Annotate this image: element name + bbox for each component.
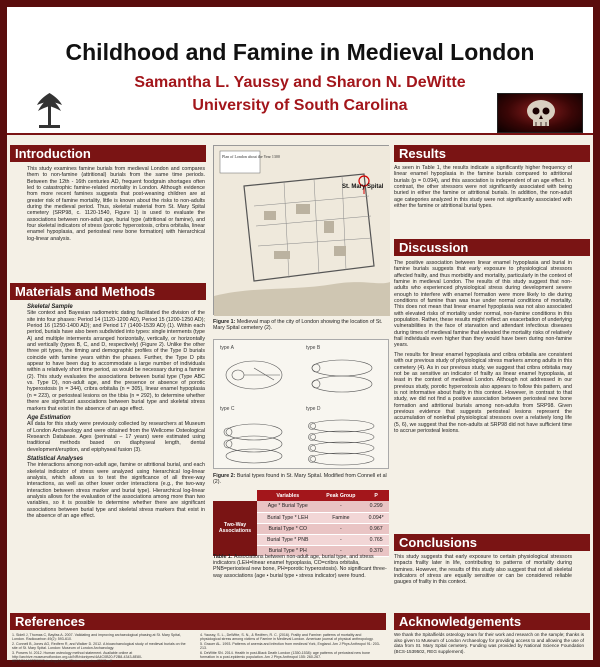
skeletal-sample-heading: Skeletal Sample xyxy=(27,304,73,310)
introduction-text xyxy=(27,166,205,278)
discussion-paragraph-1: The positive association between linear enamel hypoplasia and burial in famine burials suggests that early exposure to physiological stressors affected frailty, and thus morbidity and mortality, particularly in the context of famine in medieval London. The results of this study suggest that non-adults who experienced physiological stress during development severe enough to interfere with enamel formation were more likely to die during conditions of famine than was true under normal conditions of mortality. This does not mean that linear enamel hypoplasia was not also associated with elevated risks of mortality under normal, non-famine conditions in this population. Rather, these results might reflect an exacerbation of underlying vulnerabilities in the face of starvation and attendant infectious diseases during times of medieval famine that elevated the mortality risks of relatively frail individuals even higher than they would have been during non-famine years. xyxy=(394,260,572,349)
table-cell-variables: Burial Type * PH xyxy=(257,545,318,556)
reference-item: 6. DeWitte SN. 2014. Health in post-Black Death London (1350-1538): age patterns of periosteal new bone formation in a post-epidemic population. Am J Phys Anthropol 155: 260-267. xyxy=(200,650,371,660)
university-seal-icon xyxy=(21,89,79,131)
poster-header xyxy=(7,7,593,135)
results-table xyxy=(213,490,389,557)
discussion-text xyxy=(394,260,572,528)
table-cell-peak: Famine xyxy=(318,512,363,523)
reference-item: 1. Sidell J, Thomas C, Bayliss A. 2007. Validating and improving archaeological phasing at St. Mary Spital, London. Radiocarbon 49(2): 593-610. xyxy=(12,633,181,642)
reference-item: 5. Grauer AL. 1993. Patterns of anemia and infection from medieval York, England. Am J Phys Anthropol 91: 203-213. xyxy=(200,641,380,651)
table-corner xyxy=(213,490,257,501)
table-cell-peak: - xyxy=(318,545,363,556)
poster-university: University of South Carolina xyxy=(192,97,408,114)
reference-item: 3. Powers N. 2012. Human osteology method statement. Available online at http://archive.museumoflondon.org.uk/NR/rdonlyres/4A4C0B20-F2B8-4343-8E80-8EF0C6A68FF8/0/OsteologyMethodStatementrevised2012.pdf xyxy=(12,650,143,664)
acknowledgements-text xyxy=(394,632,584,659)
statistical-analyses-text: The interactions among non-adult age, famine or attritional burial, and each skeletal indicator of stress were analyzed using hierarchical log-linear analysis, which allows us to test the significance of all three-way interactions, as well as other lower order interactions (e.g., the two-way interaction between stress marker and burial type). Hierarchical log-linear analysis allows for the evaluation of the associations among more than two variables, so it is possible to determine whether there are significant associations between burial type and skeletal stress markers that exist in the absence of an age effect. xyxy=(27,462,205,519)
poster-title: Childhood and Famine in Medieval London xyxy=(65,39,535,65)
age-estimation-heading: Age Estimation xyxy=(27,414,71,421)
map-title: Plan of London about the Year 1300 xyxy=(222,154,280,159)
acknowledgements-heading: Acknowledgements xyxy=(394,613,590,630)
figure2-caption xyxy=(213,473,389,485)
figure1-caption xyxy=(213,319,389,331)
acknowledgements-paragraph: We thank the Spitalfields osteology team for their work and research on the sample; thanks is also given to Museum of London Archaeology for providing access to and allowing the use of data from St. Mary Spital cemetery. Funding was provided by National Science Foundation (BCS-1539502, REG supplement). xyxy=(394,632,584,654)
introduction-heading: Introduction xyxy=(10,145,206,162)
table-cell-variables: Age * Burial Type xyxy=(257,501,318,512)
table-header-p: P xyxy=(363,490,389,501)
figure1-map xyxy=(213,145,389,315)
figure1-label: Figure 1: xyxy=(213,319,236,325)
reference-item: 2. Connell B, Jones AG, Redfern R, and Walker D. 2012. A bioarchaeological study of medieval burials on the site of St. Mary Spital. London: Museum of London Archaeology. xyxy=(12,641,186,651)
references-list xyxy=(10,633,384,664)
results-paragraph: As seen in Table 1, the results indicate a significantly higher frequency of linear enamel hypoplasia in the famine burials compared to attritional burials (p = 0.094), and this association is independent of an age effect. In contrast, the other stressors were not significantly associated with being buried in either the famine or attritional burials. In addition, the non-adult age categories analyzed in this study were not significantly associated with either the famine or attritional burial types. xyxy=(394,165,572,210)
table-cell-peak: - xyxy=(318,534,363,545)
table-header-row xyxy=(213,490,389,501)
conclusions-heading: Conclusions xyxy=(394,534,590,551)
age-estimation-text: All data for this study were previously collected by researchers at Museum of London Archaeology and were obtained from the Wellcome Osteological Research Database. Ages (perinatal – 17 years) were estimated using traditional methods based on diaphyseal length, dental development/eruption, and epiphyseal fusion (3). xyxy=(27,421,205,453)
skull-icon xyxy=(497,93,583,133)
table1-label: Table 1: xyxy=(213,554,233,560)
results-text xyxy=(394,165,572,235)
figure2-caption-text: Burial types found in St. Mary Spital. Modified from Connell et al (2). xyxy=(213,473,387,486)
table-header-variables: Variables xyxy=(257,490,318,501)
map-site-label: St. Mary Spital xyxy=(342,184,384,190)
table-cell-variables: Burial Type * PNB xyxy=(257,534,318,545)
burial-type-b-label: type B xyxy=(306,345,321,351)
conclusions-text xyxy=(394,554,572,606)
poster xyxy=(7,7,593,664)
table-row xyxy=(213,501,389,512)
table1-caption xyxy=(213,554,389,604)
table-cell-peak: - xyxy=(318,501,363,512)
conclusions-paragraph: This study suggests that early exposure to certain physiological stressors impacts frailty later in life, contributing to patterns of mortality during famines. However, the results of this study also suggest that not all skeletal indicators of stress are equally sensitive or can be considered reliable gauges of frailty in this context. xyxy=(394,554,572,586)
table-cell-variables: Burial Type * CO xyxy=(257,523,318,534)
table-cell-p: 0.370 xyxy=(363,545,389,556)
references-column-2 xyxy=(200,633,380,660)
discussion-heading: Discussion xyxy=(394,239,590,256)
table-cell-variables: Burial Type * LEH xyxy=(257,512,318,523)
references-column-1 xyxy=(12,633,192,664)
table-cell-p: 0.967 xyxy=(363,523,389,534)
methods-heading: Materials and Methods xyxy=(10,283,206,300)
burial-type-c-label: type C xyxy=(220,406,235,412)
table-cell-peak: - xyxy=(318,523,363,534)
methods-text xyxy=(27,303,205,623)
table-cell-p: 0.299 xyxy=(363,501,389,512)
burial-type-d-label: type D xyxy=(306,406,321,412)
poster-authors: Samantha L. Yaussy and Sharon N. DeWitte xyxy=(134,74,466,91)
references-heading: References xyxy=(10,613,386,630)
table-header-peak-group: Peak Group xyxy=(318,490,363,501)
burial-type-a-label: type A xyxy=(220,345,234,351)
figure1-caption-text: Medieval map of the city of London showing the location of St. Mary Spital cemetery (2). xyxy=(213,319,383,332)
table-cell-p: 0.094* xyxy=(363,512,389,523)
introduction-paragraph: This study examines famine burials from medieval London and compares them to non-famine (attritional) burials from the same time periods. Between the 12th - 16th centuries AD, frequent foodgrain shortages often led to catastrophic famine-related mortality in London. Although evidence from more recent famines suggests that post-weaning children are at greater risk of famine mortality, little is known about the risks to non-adults during the medieval period. Thus, skeletal material from St. Mary Spital cemetery (SRP98, c. 1120-1540, Figure 1) is used to evaluate the associations between non-adult age, burial type (attritional or famine), and four skeletal indicators of stress (porotic hyperostosis, cribra orbitalia, linear enamel hypoplasia, and periosteal new bone formation) with hierarchical log-linear analysis. xyxy=(27,166,205,242)
reference-item: 4. Yaussy, S. L., DeWitte, S. N., & Redfern, R. C. (2016). Frailty and Famine: patterns of mortality and physiological stress among victims of Famine in Medieval London. American journal of physical anthropology. xyxy=(200,633,374,642)
table1-caption-text: Associations between non-adult age, burial type, and stress indicators (LEH=linear enamel hypoplasia, CO=cribra orbitalia, PNB=periosteal new bone, PH=porotic hyperostosis). No significant three-way associations (age • burial type • stress indicator) were found. xyxy=(213,554,387,579)
discussion-paragraph-2: The results for linear enamel hypoplasia and cribra orbitalia are consistent with our previous study of physiological stress markers among adults in this cemetery (4). As in our previous study, we suggest that cribra orbitalia may not be as sensitive an indicator of frailty as linear enamel hypoplasia, at least in the context of medieval London. Although not addressed in our previous study, porotic hyperostosis also appears to follow this pattern, and is not informative about frailty in this context. However, in contrast to that study, we did not find a positive association between periosteal new bone formation and attritional burials among non-adults from SRP98. Given previous evidence that suggests periosteal lesions represent the accumulation of nonlethal physiological stressors over a relatively long life (5, 6), we suggest that the non-adults at SRP98 did not have sufficient time to accrue periosteal lesions. xyxy=(394,351,572,434)
figure2-burial-types xyxy=(213,339,389,469)
table-group-label: Two-Way Associations xyxy=(213,501,257,556)
figure2-label: Figure 2: xyxy=(213,473,236,479)
statistical-analyses-heading: Statistical Analyses xyxy=(27,455,84,462)
table-cell-p: 0.765 xyxy=(363,534,389,545)
results-heading: Results xyxy=(394,145,590,162)
skeletal-sample-text: Site context and Bayesian radiometric dating facilitated the division of the site into four phases: Period 14 (1120-1200 AD), Period 15 (1200-1250 AD); Period 16 (1250-1400 AD); and Period 17 (1400-1539 AD) (1). Within each period, burials have also been subdivided into types: single interments (type A) and multiple interments arranged horizontally, vertically, or horizontally and vertically (types B, C, and D, respectively) (Figure 2). Unlike the other three pit types, the timing and demographic profiles of the Type D burials coincide with famine years within the phases. Further, the Type D pits appear to have been dug to accommodate a large number of individuals within a relatively short time period, as would be necessary during a famine (2). This study evaluates the associations between burial type (Type ABC vs. Type D), non-adult age, and the presence or absence of porotic hyperostosis (n = 344), cribra orbitalia (n = 305), linear enamel hypoplasia (n = 223), or periosteal lesions on the tibia (n = 292), to determine whether there are significant associations between burial type and skeletal stress markers that exist in the absence of an age effect. xyxy=(27,310,205,412)
